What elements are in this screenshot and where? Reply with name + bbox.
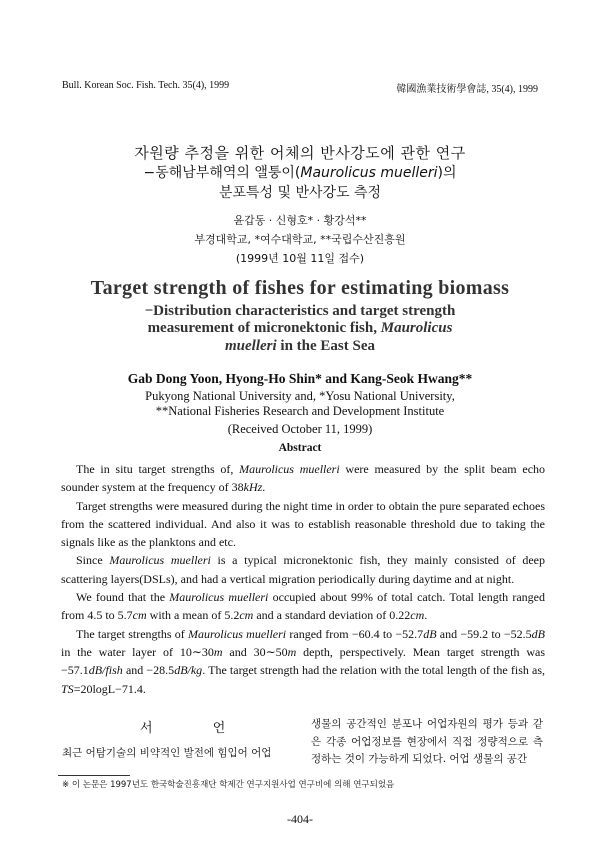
english-title-line3: measurement of micronektonic fish, Maurolicus xyxy=(147,320,453,336)
korean-title-line1: 자원량 추정을 위한 어체의 반사강도에 관한 연구 xyxy=(134,144,466,162)
korean-title-line2: −동해남부해역의 앨퉁이(Maurolicus muelleri)의 xyxy=(143,165,457,181)
abstract-paragraph: Since Maurolicus muelleri is a typical micronektonic fish, they mainly consisted of deep scattering layers(DSLs), and had a vertical migration periodically during daytime and at night. xyxy=(61,553,546,586)
abstract-body xyxy=(61,460,545,698)
species-name: Maurolicus muelleri xyxy=(300,165,438,181)
page-number: -404- xyxy=(287,812,313,826)
english-affiliation-1: Pukyong National University and, *Yosu National University, xyxy=(145,389,455,403)
abstract-paragraph: We found that the Maurolicus muelleri occupied about 99% of total catch. Total length ranged from 4.5 to 5.7cm with a mean of 5.2cm and a standard deviation of 0.22cm. xyxy=(61,590,545,623)
english-title-line1: Target strength of fishes for estimating biomass xyxy=(90,277,510,299)
intro-right-column-text: 생물의 공간적인 분포나 어업자원의 평가 등과 같은 각종 어업정보를 현장에서 직접 정량적으로 측정하는 것이 가능하게 되었다. 어업 생물의 공간 xyxy=(311,718,543,765)
abstract-heading: Abstract xyxy=(278,442,322,454)
abstract-paragraph: The target strengths of Maurolicus muelleri ranged from −60.4 to −52.7dB and −59.2 to −52.5dB in the water layer of 10∼30m and 30∼50m depth, perspectively. Mean target strength was −57.1dB/fish and −28.5dB/kg. The target strength had the relation with the total length of the fish as, TS=20logL−71.4. xyxy=(61,626,546,696)
korean-affiliation: 부경대학교, *여수대학교, **국립수산진흥원 xyxy=(194,233,406,246)
korean-received-date: (1999년 10월 11일 접수) xyxy=(235,252,365,265)
english-received-date: (Received October 11, 1999) xyxy=(227,422,373,436)
abstract-paragraph: Target strengths were measured during the night time in order to obtain the pure separated echoes from the scattered individual. And also it was to establish reasonable threshold due to taking the signals like as the planktons and etc. xyxy=(61,498,545,550)
english-title-line2: −Distribution characteristics and target strength xyxy=(144,303,456,319)
english-affiliation-2: **National Fisheries Research and Development Institute xyxy=(155,404,445,418)
english-title-line4: muelleri in the East Sea xyxy=(224,338,375,354)
korean-authors: 윤갑동 · 신형호* · 황강석** xyxy=(233,214,367,227)
korean-title-line3: 분포특성 및 반사강도 측정 xyxy=(218,185,382,201)
english-authors: Gab Dong Yoon, Hyong-Ho Shin* and Kang-Seok Hwang** xyxy=(127,371,473,386)
abstract-paragraph: The in situ target strengths of, Maurolicus muelleri were measured by the split beam echo sounder system at the frequency of 38kHz. xyxy=(61,462,546,495)
journal-citation-english: Bull. Korean Soc. Fish. Tech. 35(4), 1999 xyxy=(62,80,230,91)
footnote-divider xyxy=(58,775,130,776)
intro-left-column-text: 최근 어탐기술의 비약적인 발전에 힘입어 어업 xyxy=(62,747,272,759)
funding-footnote: ※ 이 논문은 1997년도 한국학술진흥재단 학제간 연구지원사업 연구비에 의해 연구되었음 xyxy=(62,780,395,790)
introduction-heading: 서 언 xyxy=(140,721,254,736)
journal-citation-korean: 韓國漁業技術學會誌, 35(4), 1999 xyxy=(396,84,538,95)
